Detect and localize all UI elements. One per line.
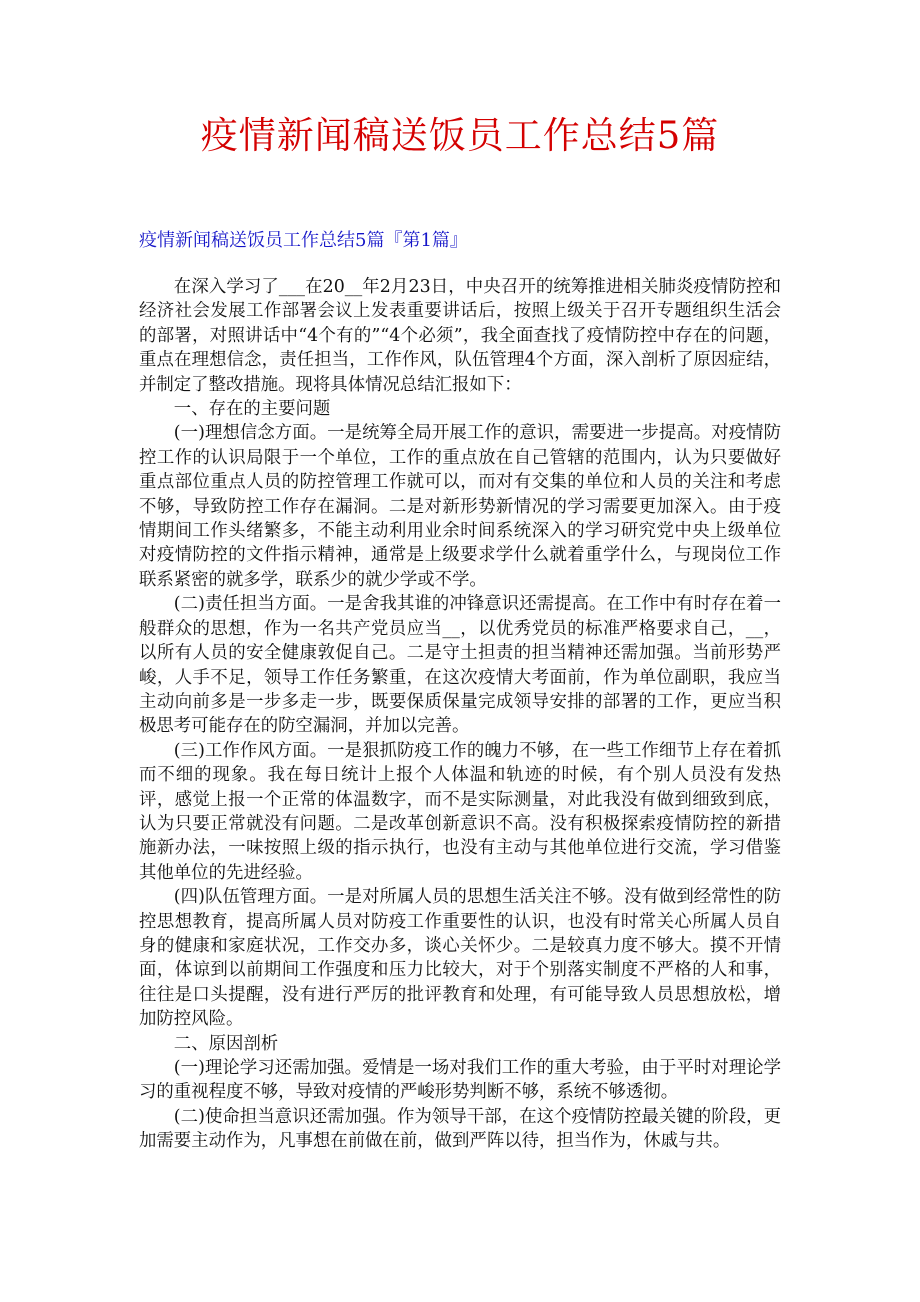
section-heading: 疫情新闻稿送饭员工作总结5篇『第1篇』 bbox=[139, 230, 468, 251]
paragraph-intro: 在深入学习了___在20__年2月23日，中央召开的统筹推进相关肺炎疫情防控和经济社会发展工作部署会议上发表重要讲话后，按照上级关于召开专题组织生活会的部署，对照讲话中“4个有的”“4个必须”，我全面查找了疫情防控中存在的问题，重点在理想信念，责任担当，工作作风，队伍管理4个方面，深入剖析了原因症结，并制定了整改措施。现将具体情况总结汇报如下： bbox=[139, 277, 781, 395]
paragraph-responsibility: (二)责任担当方面。一是舍我其谁的冲锋意识还需提高。在工作中有时存在着一般群众的思想，作为一名共产党员应当__，以优秀党员的标准严格要求自己，__，以所有人员的安全健康敦促自己。二是守土担责的担当精神还需加强。当前形势严峻，人手不足，领导工作任务繁重，在这次疫情大考面前，作为单位副职，我应当主动向前多是一步多走一步，既要保质保量完成领导安排的部署的工作，更应当积极思考可能存在的防空漏洞，并加以完善。 bbox=[139, 594, 781, 737]
paragraph-ideals-beliefs: (一)理想信念方面。一是统筹全局开展工作的意识，需要进一步提高。对疫情防控工作的认识局限于一个单位，工作的重点放在自己管辖的范围内，认为只要做好重点部位重点人员的防控管理工作就可以，而对有交集的单位和人员的关注和考虑不够，导致防控工作存在漏洞。二是对新形势新情况的学习需要更加深入。由于疫情期间工作头绪繁多，不能主动利用业余时间系统深入的学习研究党中央上级单位对疫情防控的文件指示精神，通常是上级要求学什么就着重学什么，与现岗位工作联系紧密的就多学，联系少的就少学或不学。 bbox=[139, 423, 781, 590]
heading-cause-analysis: 二、原因剖析 bbox=[173, 1033, 279, 1054]
document-body bbox=[139, 275, 781, 1154]
paragraph-team-management: (四)队伍管理方面。一是对所属人员的思想生活关注不够。没有做到经常性的防控思想教育，提高所属人员对防疫工作重要性的认识，也没有时常关心所属人员自身的健康和家庭状况，工作交办多，谈心关怀少。二是较真力度不够大。摸不开情面，体谅到以前期间工作强度和压力比较大，对于个别落实制度不严格的人和事，往往是口头提醒，没有进行严厉的批评教育和处理，有可能导致人员思想放松，增加防控风险。 bbox=[139, 887, 781, 1030]
paragraph-theory-study: (一)理论学习还需加强。爱情是一场对我们工作的重大考验，由于平时对理论学习的重视程度不够，导致对疫情的严峻形势判断不够，系统不够透彻。 bbox=[139, 1058, 781, 1103]
heading-main-problems: 一、存在的主要问题 bbox=[173, 399, 331, 420]
page-title: 疫情新闻稿送饭员工作总结5篇 bbox=[200, 114, 720, 157]
paragraph-work-style: (三)工作作风方面。一是狠抓防疫工作的魄力不够，在一些工作细节上存在着抓而不细的现象。我在每日统计上报个人体温和轨迹的时候，有个别人员没有发热评，感觉上报一个正常的体温数字，而不是实际测量，对此我没有做到细致到底，认为只要正常就没有问题。二是改革创新意识不高。没有积极探索疫情防控的新措施新办法，一味按照上级的指示执行，也没有主动与其他单位进行交流，学习借鉴其他单位的先进经验。 bbox=[139, 740, 781, 883]
paragraph-mission-awareness: (二)使命担当意识还需加强。作为领导干部，在这个疫情防控最关键的阶段，更加需要主动作为，凡事想在前做在前，做到严阵以待，担当作为，休戚与共。 bbox=[139, 1106, 781, 1152]
